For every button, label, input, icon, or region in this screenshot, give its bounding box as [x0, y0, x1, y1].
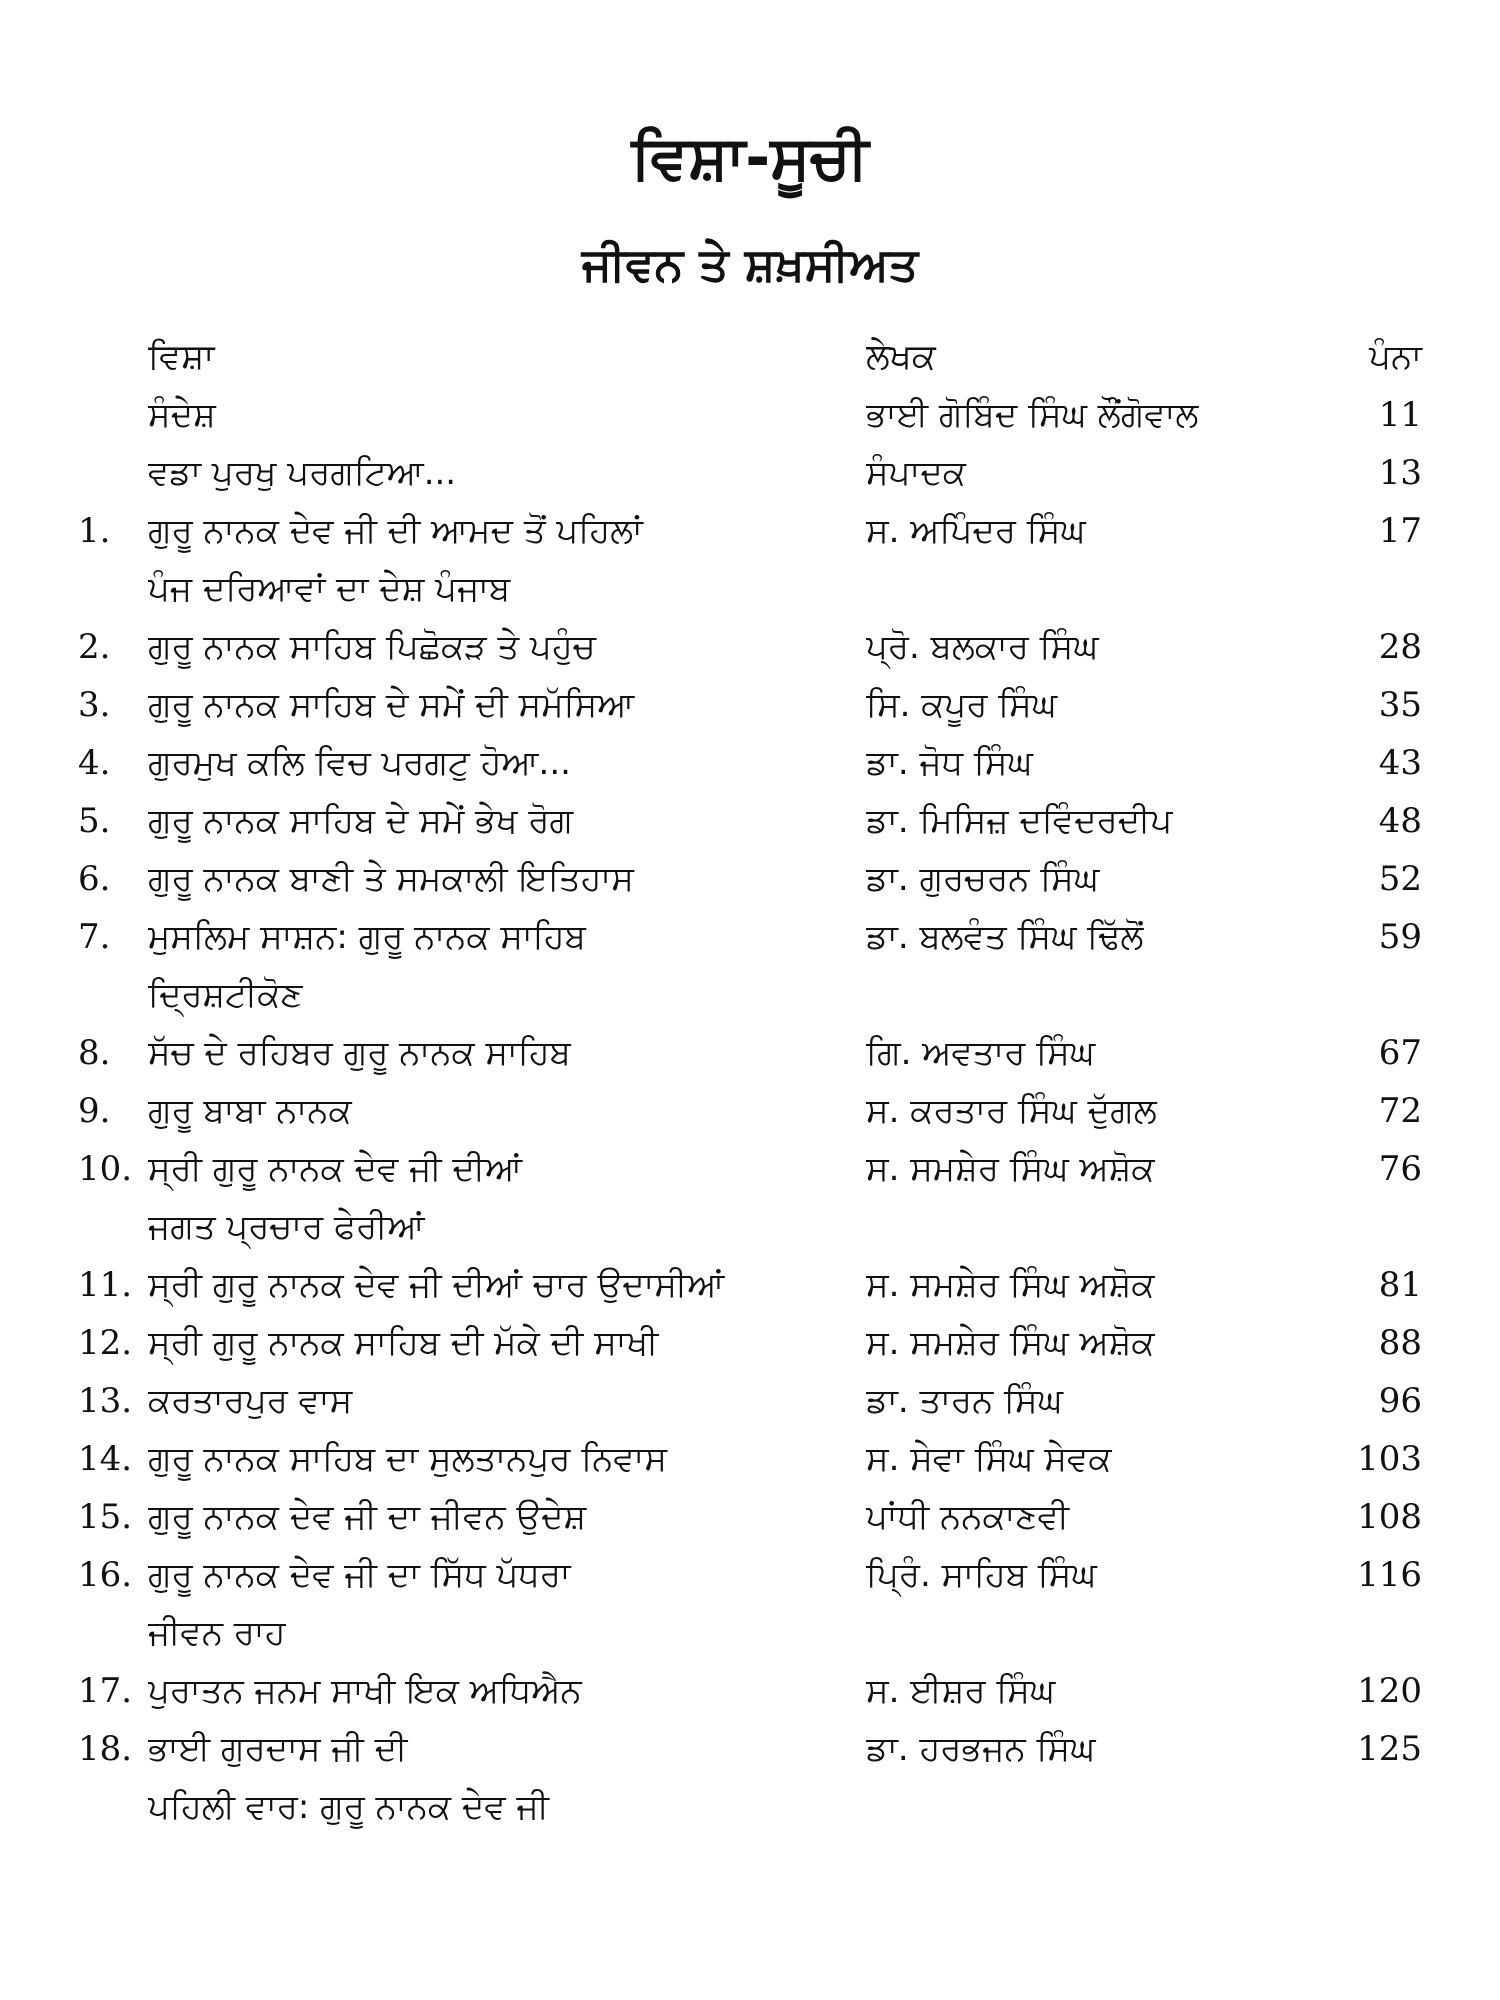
toc-entry[interactable]	[0, 734, 1500, 792]
toc-entry[interactable]	[0, 1372, 1500, 1430]
toc-entry[interactable]	[0, 1140, 1500, 1198]
entry-page: 17	[1378, 511, 1422, 551]
toc-entries	[0, 386, 1500, 1836]
entry-title: ਭਾਈ ਗੁਰਦਾਸ ਜੀ ਦੀ	[148, 1729, 408, 1769]
entry-title: ਗੁਰੂ ਬਾਬਾ ਨਾਨਕ	[148, 1091, 352, 1131]
entry-title: ਗੁਰੂ ਨਾਨਕ ਸਾਹਿਬ ਦਾ ਸੁਲਤਾਨਪੁਰ ਨਿਵਾਸ	[148, 1439, 668, 1479]
toc-entry[interactable]	[0, 850, 1500, 908]
toc-entry-continuation	[0, 966, 1500, 1024]
entry-title: ਗੁਰੂ ਨਾਨਕ ਬਾਣੀ ਤੇ ਸਮਕਾਲੀ ਇਤਿਹਾਸ	[148, 859, 634, 899]
entry-number: 5.	[78, 801, 111, 841]
entry-title-continued: ਪਹਿਲੀ ਵਾਰ: ਗੁਰੂ ਨਾਨਕ ਦੇਵ ਜੀ	[148, 1787, 549, 1827]
entry-author: ਪ੍ਰਿੰ. ਸਾਹਿਬ ਸਿੰਘ	[866, 1555, 1097, 1595]
header-author: ਲੇਖਕ	[866, 337, 936, 377]
entry-title: ਗੁਰੂ ਨਾਨਕ ਦੇਵ ਜੀ ਦੀ ਆਮਦ ਤੋਂ ਪਹਿਲਾਂ	[148, 511, 643, 551]
toc-entry[interactable]	[0, 1430, 1500, 1488]
toc-entry-continuation	[0, 1604, 1500, 1662]
entry-author: ਭਾਈ ਗੋਬਿੰਦ ਸਿੰਘ ਲੌਂਗੋਵਾਲ	[866, 395, 1199, 435]
entry-page: 59	[1378, 917, 1422, 957]
entry-page: 35	[1378, 685, 1422, 725]
entry-title: ਗੁਰੂ ਨਾਨਕ ਸਾਹਿਬ ਦੇ ਸਮੇਂ ਦੀ ਸਮੱਸਿਆ	[148, 685, 635, 725]
entry-author: ਸਿ. ਕਪੂਰ ਸਿੰਘ	[866, 685, 1058, 725]
toc-header-row	[0, 328, 1500, 386]
toc-entry[interactable]	[0, 618, 1500, 676]
toc-entry[interactable]	[0, 908, 1500, 966]
toc-entry[interactable]	[0, 1082, 1500, 1140]
entry-title: ਗੁਰੂ ਨਾਨਕ ਦੇਵ ਜੀ ਦਾ ਸਿੱਧ ਪੱਧਰਾ	[148, 1555, 571, 1595]
entry-title: ਕਰਤਾਰਪੁਰ ਵਾਸ	[148, 1381, 353, 1421]
toc-entry[interactable]	[0, 1024, 1500, 1082]
toc-entry[interactable]	[0, 1662, 1500, 1720]
entry-author: ਸ. ਈਸ਼ਰ ਸਿੰਘ	[866, 1671, 1056, 1711]
table-of-contents	[0, 328, 1500, 1836]
entry-page: 103	[1357, 1439, 1422, 1479]
entry-title: ਸੰਦੇਸ਼	[148, 395, 216, 435]
entry-page: 116	[1357, 1555, 1422, 1595]
entry-number: 4.	[78, 743, 111, 783]
entry-page: 52	[1378, 859, 1422, 899]
entry-number: 3.	[78, 685, 111, 725]
entry-title: ਗੁਰੂ ਨਾਨਕ ਦੇਵ ਜੀ ਦਾ ਜੀਵਨ ਉਦੇਸ਼	[148, 1497, 587, 1537]
toc-entry-continuation	[0, 560, 1500, 618]
entry-number: 17.	[78, 1671, 133, 1711]
entry-author: ਸ. ਸਮਸ਼ੇਰ ਸਿੰਘ ਅਸ਼ੋਕ	[866, 1149, 1155, 1189]
header-page: ਪੰਨਾ	[1369, 337, 1422, 377]
entry-title-continued: ਦ੍ਰਿਸ਼ਟੀਕੋਣ	[148, 975, 303, 1015]
header-subject: ਵਿਸ਼ਾ	[148, 337, 215, 377]
entry-page: 13	[1378, 453, 1422, 493]
entry-title: ਸ੍ਰੀ ਗੁਰੂ ਨਾਨਕ ਸਾਹਿਬ ਦੀ ਮੱਕੇ ਦੀ ਸਾਖੀ	[148, 1323, 659, 1363]
entry-page: 108	[1357, 1497, 1422, 1537]
toc-entry[interactable]	[0, 386, 1500, 444]
entry-author: ਸ. ਸਮਸ਼ੇਰ ਸਿੰਘ ਅਸ਼ੋਕ	[866, 1323, 1155, 1363]
entry-author: ਸੰਪਾਦਕ	[866, 453, 966, 493]
entry-author: ਸ. ਸੇਵਾ ਸਿੰਘ ਸੇਵਕ	[866, 1439, 1112, 1479]
entry-number: 13.	[78, 1381, 133, 1421]
entry-number: 14.	[78, 1439, 133, 1479]
toc-entry[interactable]	[0, 1256, 1500, 1314]
entry-page: 43	[1378, 743, 1422, 783]
entry-author: ਡਾ. ਬਲਵੰਤ ਸਿੰਘ ਢਿੱਲੋਂ	[866, 917, 1144, 957]
entry-page: 67	[1378, 1033, 1422, 1073]
toc-entry[interactable]	[0, 676, 1500, 734]
toc-entry[interactable]	[0, 1314, 1500, 1372]
entry-title-continued: ਜੀਵਨ ਰਾਹ	[148, 1613, 286, 1653]
entry-title: ਗੁਰਮੁਖ ਕਲਿ ਵਿਚ ਪਰਗਟੁ ਹੋਆ...	[148, 743, 571, 783]
entry-author: ਗਿ. ਅਵਤਾਰ ਸਿੰਘ	[866, 1033, 1096, 1073]
toc-entry[interactable]	[0, 502, 1500, 560]
page-title: ਵਿਸ਼ਾ-ਸੂਚੀ	[631, 123, 869, 193]
entry-title: ਸ੍ਰੀ ਗੁਰੂ ਨਾਨਕ ਦੇਵ ਜੀ ਦੀਆਂ ਚਾਰ ਉਦਾਸੀਆਂ	[148, 1265, 725, 1305]
entry-page: 72	[1378, 1091, 1422, 1131]
entry-page: 120	[1357, 1671, 1422, 1711]
entry-author: ਡਾ. ਗੁਰਚਰਨ ਸਿੰਘ	[866, 859, 1100, 899]
entry-author: ਪਾਂਧੀ ਨਨਕਾਣਵੀ	[866, 1497, 1070, 1537]
entry-author: ਸ. ਅਪਿੰਦਰ ਸਿੰਘ	[866, 511, 1086, 551]
toc-entry[interactable]	[0, 1720, 1500, 1778]
entry-number: 18.	[78, 1729, 133, 1769]
entry-number: 7.	[78, 917, 111, 957]
toc-entry[interactable]	[0, 444, 1500, 502]
entry-author: ਡਾ. ਤਾਰਨ ਸਿੰਘ	[866, 1381, 1063, 1421]
toc-entry[interactable]	[0, 1488, 1500, 1546]
entry-page: 11	[1378, 395, 1422, 435]
entry-number: 1.	[78, 511, 111, 551]
entry-number: 2.	[78, 627, 111, 667]
entry-title: ਸੱਚ ਦੇ ਰਹਿਬਰ ਗੁਰੂ ਨਾਨਕ ਸਾਹਿਬ	[148, 1033, 571, 1073]
entry-author: ਸ. ਸਮਸ਼ੇਰ ਸਿੰਘ ਅਸ਼ੋਕ	[866, 1265, 1155, 1305]
entry-author: ਸ. ਕਰਤਾਰ ਸਿੰਘ ਦੁੱਗਲ	[866, 1091, 1157, 1131]
entry-title: ਪੁਰਾਤਨ ਜਨਮ ਸਾਖੀ ਇਕ ਅਧਿਐਨ	[148, 1671, 582, 1711]
toc-entry[interactable]	[0, 792, 1500, 850]
section-subtitle: ਜੀਵਨ ਤੇ ਸ਼ਖ਼ਸੀਅਤ	[581, 237, 919, 291]
entry-number: 11.	[78, 1265, 133, 1305]
entry-number: 12.	[78, 1323, 133, 1363]
entry-number: 15.	[78, 1497, 133, 1537]
entry-title: ਮੁਸਲਿਮ ਸਾਸ਼ਨ: ਗੁਰੂ ਨਾਨਕ ਸਾਹਿਬ	[148, 917, 586, 957]
entry-title: ਵਡਾ ਪੁਰਖੁ ਪਰਗਟਿਆ...	[148, 453, 457, 493]
entry-author: ਡਾ. ਜੋਧ ਸਿੰਘ	[866, 743, 1033, 783]
entry-number: 10.	[78, 1149, 133, 1189]
entry-title: ਗੁਰੂ ਨਾਨਕ ਸਾਹਿਬ ਦੇ ਸਮੇਂ ਭੇਖ ਰੋਗ	[148, 801, 574, 841]
entry-title-continued: ਜਗਤ ਪ੍ਰਚਾਰ ਫੇਰੀਆਂ	[148, 1207, 425, 1247]
entry-author: ਡਾ. ਹਰਭਜਨ ਸਿੰਘ	[866, 1729, 1096, 1769]
entry-title: ਗੁਰੂ ਨਾਨਕ ਸਾਹਿਬ ਪਿਛੋਕੜ ਤੇ ਪਹੁੰਚ	[148, 627, 596, 667]
toc-entry[interactable]	[0, 1546, 1500, 1604]
entry-page: 76	[1378, 1149, 1422, 1189]
entry-number: 9.	[78, 1091, 111, 1131]
entry-number: 6.	[78, 859, 111, 899]
entry-author: ਡਾ. ਮਿਸਿਜ਼ ਦਵਿੰਦਰਦੀਪ	[866, 801, 1173, 841]
entry-title: ਸ੍ਰੀ ਗੁਰੂ ਨਾਨਕ ਦੇਵ ਜੀ ਦੀਆਂ	[148, 1149, 523, 1189]
toc-entry-continuation	[0, 1198, 1500, 1256]
entry-page: 125	[1357, 1729, 1422, 1769]
entry-number: 16.	[78, 1555, 133, 1595]
entry-title-continued: ਪੰਜ ਦਰਿਆਵਾਂ ਦਾ ਦੇਸ਼ ਪੰਜਾਬ	[148, 569, 511, 609]
entry-page: 81	[1378, 1265, 1422, 1305]
entry-number: 8.	[78, 1033, 111, 1073]
entry-author: ਪ੍ਰੋ. ਬਲਕਾਰ ਸਿੰਘ	[866, 627, 1099, 667]
entry-page: 48	[1378, 801, 1422, 841]
toc-entry-continuation	[0, 1778, 1500, 1836]
entry-page: 88	[1378, 1323, 1422, 1363]
entry-page: 96	[1378, 1381, 1422, 1421]
entry-page: 28	[1378, 627, 1422, 667]
